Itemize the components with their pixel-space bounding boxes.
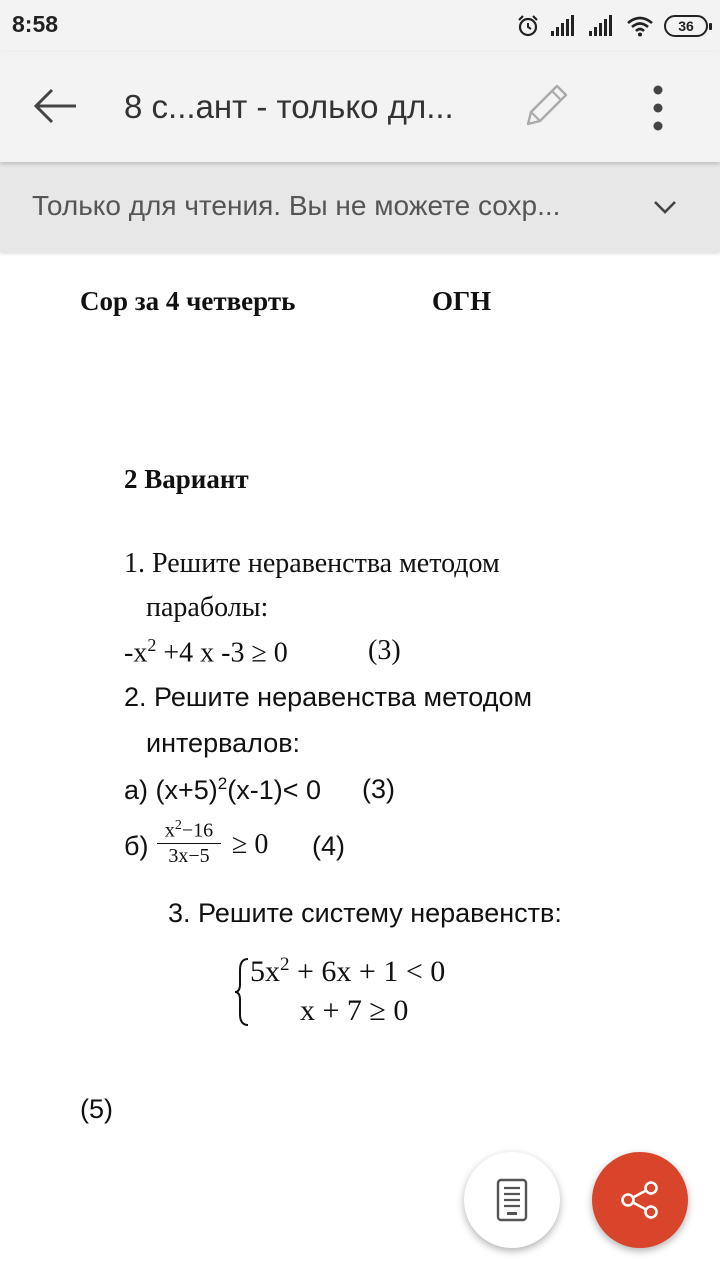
reading-view-icon <box>495 1178 529 1222</box>
readonly-message: Только для чтения. Вы не можете сохр... <box>32 190 561 221</box>
document-body <box>0 252 720 1280</box>
battery-icon <box>664 15 708 37</box>
battery-level: 36 <box>678 18 694 34</box>
numerator-rest: −16 <box>181 819 214 842</box>
system-brace <box>232 956 252 1028</box>
q1-expr-pre: -x <box>124 637 148 669</box>
reading-view-button[interactable] <box>464 1152 560 1248</box>
app-bar <box>0 52 720 162</box>
question-2-line-1: 2. Решите неравенства методом <box>124 682 533 712</box>
system-inequality-1 <box>250 954 445 989</box>
question-1-score: (3) <box>368 635 401 666</box>
edit-pencil-icon[interactable] <box>520 80 572 132</box>
signal-icon <box>588 15 616 37</box>
share-icon <box>618 1178 662 1222</box>
system-inequality-2: x + 7 ≥ 0 <box>300 994 409 1027</box>
back-arrow-icon[interactable] <box>30 84 80 128</box>
sys1-exponent: 2 <box>280 954 290 975</box>
wifi-icon <box>626 15 654 37</box>
sys1-post: + 6x + 1 < 0 <box>289 955 446 988</box>
q1-expr-exponent: 2 <box>147 635 157 655</box>
signal-icon <box>550 15 578 37</box>
q1-expr-post: +4 x -3 ≥ 0 <box>156 637 288 669</box>
variant-title: 2 Вариант <box>124 464 249 494</box>
heading-code: ОГН <box>432 286 492 316</box>
question-1-expression <box>124 635 288 669</box>
alarm-icon <box>516 14 540 38</box>
document-title: 8 с...ант - только дл... <box>124 88 454 125</box>
readonly-banner[interactable] <box>0 162 720 252</box>
question-1-line-1: 1. Решите неравенства методом <box>124 548 500 579</box>
more-vertical-icon[interactable] <box>640 82 676 134</box>
question-2b-score: (4) <box>312 831 345 861</box>
question-2b-fraction <box>156 814 222 868</box>
fraction-numerator <box>156 814 222 843</box>
question-2a-expression <box>124 774 321 806</box>
question-2-line-2: интервалов: <box>146 728 301 758</box>
numerator-exponent: 2 <box>174 818 182 833</box>
question-1-line-2: параболы: <box>146 592 269 623</box>
status-icons <box>516 12 708 40</box>
status-time: 8:58 <box>12 11 59 37</box>
share-button[interactable] <box>592 1152 688 1248</box>
q2a-exponent: 2 <box>217 774 228 793</box>
question-3-score: (5) <box>80 1094 113 1124</box>
question-2b-label: б) <box>124 831 149 861</box>
heading-subject: Сор за 4 четверть <box>80 286 296 316</box>
q2a-post: (x-1)< 0 <box>227 775 322 805</box>
status-bar <box>0 0 720 52</box>
question-2a-score: (3) <box>362 774 395 804</box>
chevron-down-icon[interactable] <box>648 190 682 224</box>
question-3-text: 3. Решите систему неравенств: <box>168 898 562 928</box>
question-2b-rhs: ≥ 0 <box>232 829 269 860</box>
numerator-base: x <box>164 819 175 842</box>
fraction-denominator: 3x−5 <box>168 844 210 867</box>
q2a-pre: а) (x+5) <box>124 775 218 805</box>
sys1-pre: 5x <box>250 955 280 988</box>
